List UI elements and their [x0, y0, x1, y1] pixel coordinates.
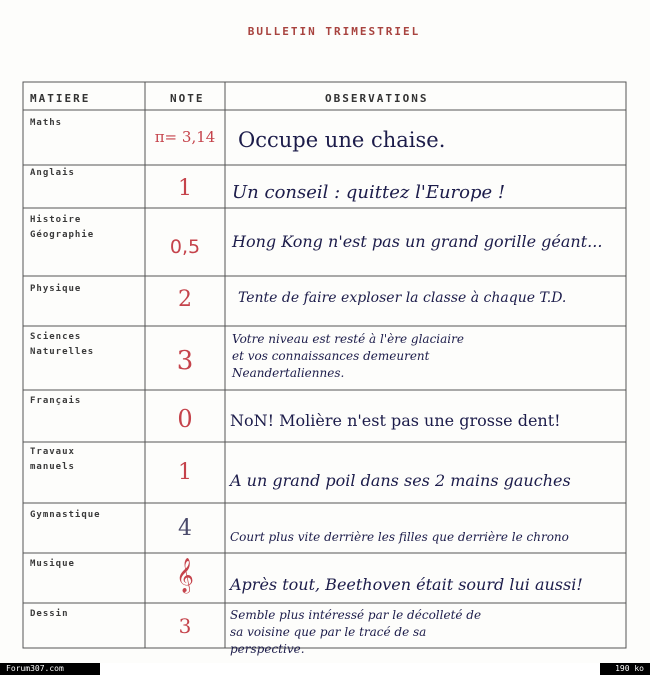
obs-sciences-naturelles: Votre niveau est resté à l'ère glaciaire et vos connaissances demeurent Neandertaliennes. [232, 332, 464, 380]
footer-site-label: Forum307.com [0, 663, 100, 675]
subject-sciences-naturelles: Sciences Naturelles [30, 332, 95, 357]
note-dessin: 3 [178, 614, 192, 638]
obs-maths: Occupe une chaise. [238, 128, 446, 152]
obs-gymnastique: Court plus vite derrière les filles que derrière le chrono [230, 530, 569, 544]
subject-musique: Musique [30, 559, 75, 569]
report-title: BULLETIN TRIMESTRIEL [247, 25, 421, 38]
note-maths: π= 3,14 [154, 128, 216, 146]
note-physique: 2 [178, 287, 192, 312]
header-observations: OBSERVATIONS [325, 92, 429, 105]
subject-physique: Physique [30, 284, 82, 294]
subject-dessin: Dessin [30, 609, 69, 619]
obs-francais: NoN! Molière n'est pas une grosse dent! [230, 411, 561, 430]
note-gymnastique: 4 [178, 516, 192, 541]
obs-musique: Après tout, Beethoven était sourd lui aussi! [230, 575, 583, 594]
note-musique: 𝄞 [176, 558, 194, 593]
note-histoire-geographie: 0,5 [169, 236, 201, 258]
subject-gymnastique: Gymnastique [30, 510, 101, 520]
obs-dessin: Semble plus intéressé par le décolleté de sa voisine que par le tracé de sa perspective. [230, 608, 482, 656]
note-sciences-naturelles: 3 [176, 346, 194, 376]
obs-histoire-geographie: Hong Kong n'est pas un grand gorille géant... [232, 232, 603, 251]
obs-physique: Tente de faire exploser la classe à chaque T.D. [238, 290, 567, 306]
subject-maths: Maths [30, 118, 63, 128]
note-travaux-manuels: 1 [178, 460, 192, 485]
header-note: NOTE [170, 92, 205, 105]
subject-travaux-manuels: Travaux manuels [30, 447, 75, 472]
subject-francais: Français [30, 396, 82, 406]
header-matiere: MATIERE [30, 92, 91, 105]
subject-anglais: Anglais [30, 168, 75, 178]
subject-histoire-geographie: Histoire Géographie [30, 215, 95, 240]
note-francais: 0 [177, 405, 193, 433]
footer-size-label: 190 ko [600, 663, 650, 675]
obs-anglais: Un conseil : quittez l'Europe ! [232, 182, 506, 203]
note-anglais: 1 [178, 176, 192, 201]
obs-travaux-manuels: A un grand poil dans ses 2 mains gauches [230, 471, 571, 490]
